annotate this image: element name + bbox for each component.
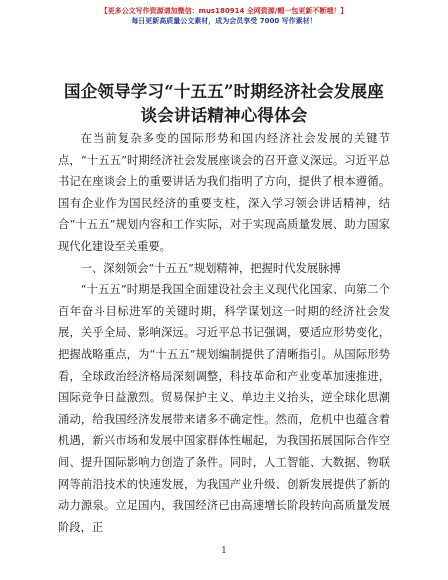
document-title xyxy=(40,80,408,128)
document-body xyxy=(58,128,390,538)
header-banner xyxy=(0,6,448,26)
banner-line-2: 每日更新高质量公文素材，成为会员享受 7000 写作素材！ xyxy=(131,17,317,25)
section-heading-1: 一、深刻领会“十五五”规划精神，把握时代发展脉搏 xyxy=(80,261,341,275)
paragraph-section-1: “十五五”时期是我国全面建设社会主义现代化国家、向第二个百年奋斗目标进军的关键时期，科学谋划这一时期的经济社会发展，关乎全局、影响深远。习近平总书记强调，要适应形势变化，把握战略重点，为“十五五”规划编制提供了清晰指引。从国际形势看，全球政治经济格局深刻调整，科技革命和产业变革加速推进，国际竞争日益激烈。贸易保护主义、单边主义抬头，逆全球化思潮涌动，给我国经济发展带来诸多不确定性。然而，危机中也蕴含着机遇，新兴市场和发展中国家群体性崛起，为我国拓展国际合作空间、提升国际影响力创造了条件。同时，人工智能、大数据、物联网等前沿技术的快速发展，为我国产业升级、创新发展提供了新的动力源泉。立足国内，我国经济已由高速增长阶段转向高质量发展阶段，正 xyxy=(58,283,390,534)
banner-line-1: 【更多公文写作资源请加微信：mus180914 全网资源/帽一包更新不断哦！】 xyxy=(100,7,348,15)
page-number: 1 xyxy=(221,546,227,556)
title-line-1: 国企领导学习“十五五”时期经济社会发展座 xyxy=(64,82,384,101)
title-line-2: 谈会讲话精神心得体会 xyxy=(140,106,308,125)
paragraph-intro: 在当前复杂多变的国际形势和国内经济社会发展的关键节点，“十五五”时期经济社会发展座谈会的召开意义深远。习近平总书记在座谈会上的重要讲话为我们指明了方向，提供了根本遵循。国有企业作为国民经济的重要支柱，深入学习领会讲话精神，结合“十五五”规划内容和工作实际，对于实现高质量发展、助力国家现代化建设至关重要。 xyxy=(58,132,390,253)
